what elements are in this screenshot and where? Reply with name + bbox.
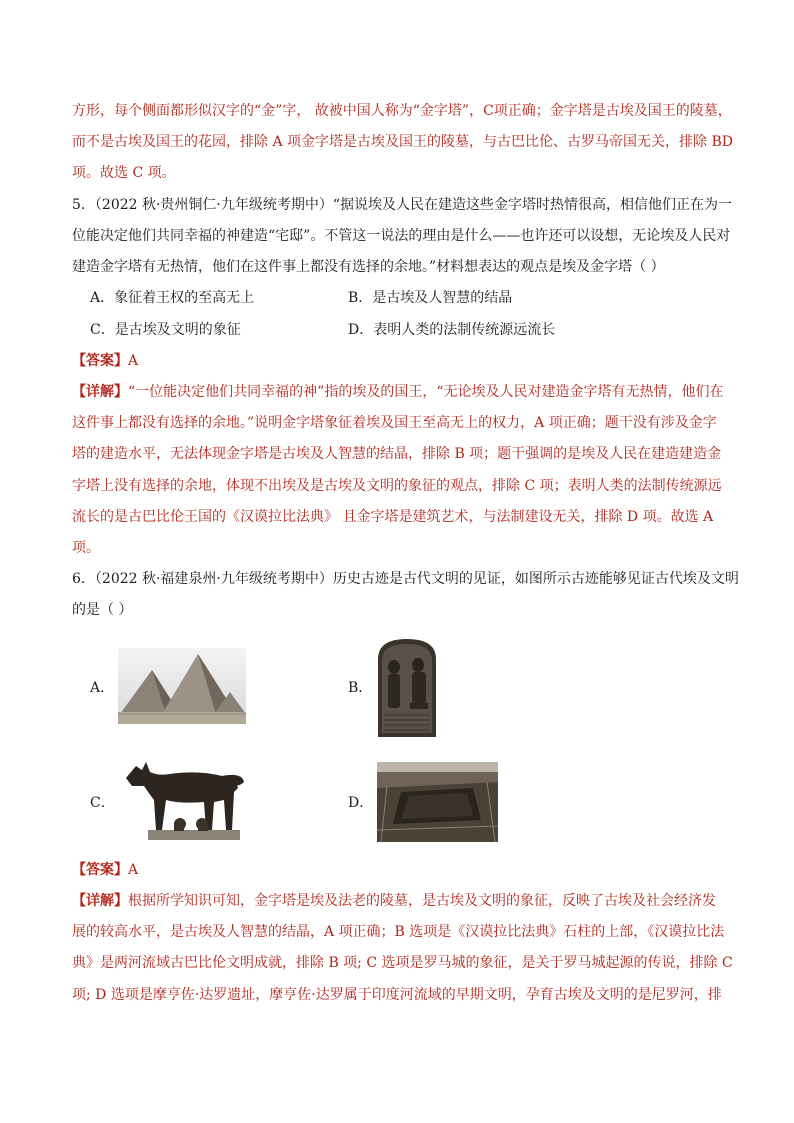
q5-detail-line-2: 这件事上都没有选择的余地。”说明金字塔象征着埃及国王至高无上的权力，A 项正确；题干没有涉及金字 — [72, 415, 717, 431]
mohenjo-daro-image — [377, 762, 498, 842]
q6-detail-line-1 — [72, 891, 716, 911]
q6-detail-line-4: 项; D 选项是摩亨佐·达罗遗址，摩亨佐·达罗属于印度河流域的早期文明，孕育古埃及文明的是尼罗河，排 — [72, 987, 722, 1003]
q5-detail-line-5: 流长的是古巴比伦王国的《汉谟拉比法典》 且金字塔是建筑艺术，与法制建设无关，排除 D 项。故选 A — [72, 509, 714, 525]
q6-answer-row — [72, 860, 138, 880]
q6-detail-line-3: 典》是两河流域古巴比伦文明成就，排除 B 项; C 选项是罗马城的象征，是关于罗马城起源的传说，排除 C — [72, 955, 733, 971]
q5-option-d: D．表明人类的法制传统源远流长 — [348, 322, 556, 338]
q5-detail-line-6: 项。 — [72, 540, 100, 556]
q5-stem-line-2: 位能决定他们共同幸福的神建造“宅邸”。不管这一说法的理由是什么——也许还可以设想，无论埃及人民对 — [72, 228, 731, 244]
q5-detail-line-3: 塔的建造水平，无法体现金字塔是古埃及人智慧的结晶，排除 B 项；题干强调的是埃及人民在建造建造金 — [72, 446, 722, 462]
q5-option-c: C．是古埃及文明的象征 — [90, 322, 241, 338]
q5-detail-text-1: “一位能决定他们共同幸福的神”指的埃及的国王，“无论埃及人民对建造金字塔有无热情，他们在 — [128, 384, 724, 400]
q6-stem-line-2: 的是（ ） — [72, 602, 133, 618]
q6-answer-value: A — [128, 862, 139, 878]
prev-explanation-line-2: 而不是古埃及国王的花园，排除 A 项金字塔是古埃及国王的陵墓，与古巴比伦、古罗马帝国无关，排除 BD — [72, 134, 733, 150]
q6-option-a-label: A． — [90, 680, 115, 696]
prev-explanation-line-1: 方形，每个侧面都形似汉字的“金”字， 故被中国人称为“金字塔”，C项正确；金字塔是古埃及国王的陵墓， — [72, 103, 732, 119]
q5-detail-line-4: 字塔上没有选择的余地，体现不出埃及是古埃及文明的象征的观点，排除 C 项；表明人类的法制传统源远 — [72, 478, 722, 494]
hammurabi-stele-image — [372, 637, 442, 737]
q6-detail-line-2: 展的较高水平，是古埃及人智慧的结晶，A 项正确；B 选项是《汉谟拉比法典》石柱的上部，《汉谟拉比法 — [72, 924, 725, 940]
q6-option-d-label: D． — [348, 795, 374, 811]
q5-stem-line-3: 建造金字塔有无热情，他们在这件事上都没有选择的余地。”材料想表达的观点是埃及金字塔（ ） — [72, 259, 665, 275]
pyramids-image — [118, 648, 246, 724]
q6-detail-tag: 【详解】 — [72, 893, 128, 909]
q5-option-b: B．是古埃及人智慧的结晶 — [348, 290, 513, 306]
q5-option-a: A．象征着王权的至高无上 — [90, 290, 255, 306]
q5-answer-tag: 【答案】 — [72, 353, 128, 369]
q5-detail-line-1 — [72, 382, 723, 402]
q6-answer-tag: 【答案】 — [72, 862, 128, 878]
q5-stem-line-1: 5．（2022 秋·贵州铜仁·九年级统考期中）“据说埃及人民在建造这些金字塔时热情很高，相信他们正在为一 — [72, 197, 733, 213]
q5-answer-row — [72, 351, 138, 371]
q6-stem-line-1: 6．（2022 秋·福建泉州·九年级统考期中）历史古迹是古代文明的见证，如图所示古迹能够见证古代埃及文明 — [72, 571, 739, 587]
q6-option-c-label: C． — [90, 795, 115, 811]
prev-explanation-line-3: 项。故选 C 项。 — [72, 165, 176, 181]
q6-option-b-label: B． — [348, 680, 373, 696]
q5-answer-value: A — [128, 353, 139, 369]
q6-detail-text-1: 根据所学知识可知，金字塔是埃及法老的陵墓，是古埃及文明的象征，反映了古埃及社会经济发 — [128, 893, 716, 909]
q5-detail-tag: 【详解】 — [72, 384, 128, 400]
capitoline-wolf-image — [118, 752, 246, 842]
